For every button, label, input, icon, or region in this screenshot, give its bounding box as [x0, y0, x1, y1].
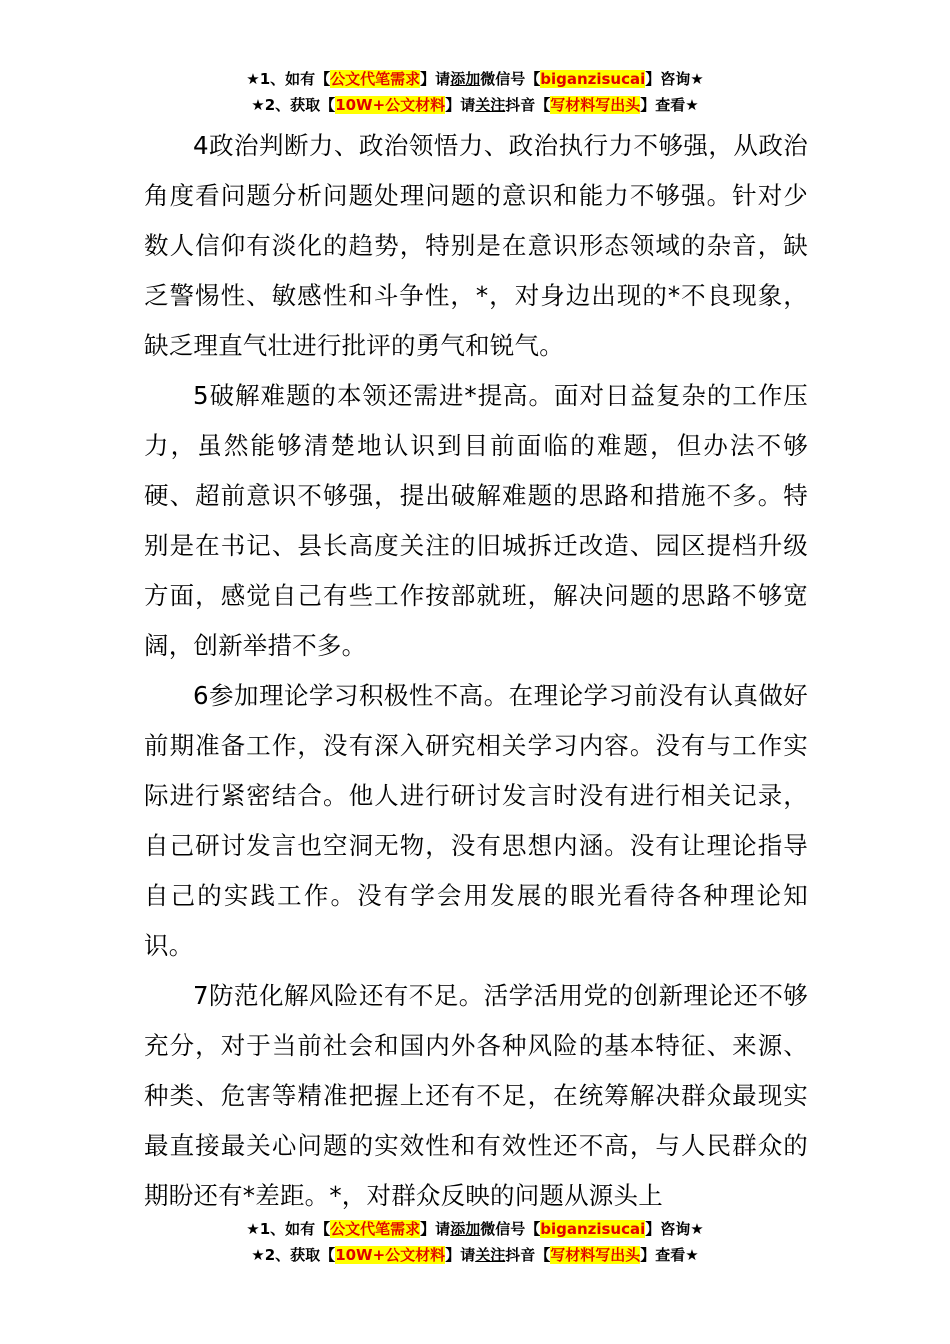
banner-text: 抖音【: [505, 1246, 551, 1264]
highlight-service: 公文代笔需求: [330, 70, 421, 88]
banner-text: 微信号【: [480, 70, 541, 88]
underlined-text: 添加: [450, 1220, 481, 1238]
banner-text: 微信号【: [480, 1220, 541, 1238]
document-body: [144, 121, 808, 1221]
banner-text: ★2、获取【: [251, 96, 336, 114]
footer-banner: [0, 1216, 950, 1268]
banner-line-1: [0, 1216, 950, 1242]
banner-text: ★2、获取【: [251, 1246, 336, 1264]
banner-text: 】咨询★: [645, 1220, 704, 1238]
underlined-text: 关注: [475, 96, 506, 114]
banner-text: ★1、如有【: [246, 70, 331, 88]
banner-line-1: [0, 66, 950, 92]
highlight-materials: 10W+公文材料: [335, 96, 446, 114]
paragraph-4: 4政治判断力、政治领悟力、政治执行力不够强，从政治角度看问题分析问题处理问题的意识和能力不够强。针对少数人信仰有淡化的趋势，特别是在意识形态领域的杂音，缺乏警惕性、敏感性和斗争性，*，对身边出现的*不良现象，缺乏理直气壮进行批评的勇气和锐气。: [144, 131, 808, 360]
banner-text: 抖音【: [505, 96, 551, 114]
banner-text: 】咨询★: [645, 70, 704, 88]
underlined-text: 添加: [450, 70, 481, 88]
paragraph-6: 6参加理论学习积极性不高。在理论学习前没有认真做好前期准备工作，没有深入研究相关学习内容。没有与工作实际进行紧密结合。他人进行研讨发言时没有进行相关记录，自己研讨发言也空洞无物，没有思想内涵。没有让理论指导自己的实践工作。没有学会用发展的眼光看待各种理论知识。: [144, 681, 808, 960]
banner-text: ★1、如有【: [246, 1220, 331, 1238]
highlight-wechat-id: biganzisucai: [540, 1220, 646, 1238]
header-banner: [0, 66, 950, 118]
banner-line-2: [0, 92, 950, 118]
banner-text: 】请: [420, 1220, 451, 1238]
highlight-materials: 10W+公文材料: [335, 1246, 446, 1264]
paragraph-5: 5破解难题的本领还需进*提高。面对日益复杂的工作压力，虽然能够清楚地认识到目前面临的难题，但办法不够硬、超前意识不够强，提出破解难题的思路和措施不多。特别是在书记、县长高度关注的旧城拆迁改造、园区提档升级方面，感觉自己有些工作按部就班，解决问题的思路不够宽阔，创新举措不多。: [144, 381, 808, 660]
highlight-douyin-account: 写材料写出头: [550, 1246, 641, 1264]
highlight-service: 公文代笔需求: [330, 1220, 421, 1238]
banner-line-2: [0, 1242, 950, 1268]
paragraph-7: 7防范化解风险还有不足。活学活用党的创新理论还不够充分，对于当前社会和国内外各种风险的基本特征、来源、种类、危害等精准把握上还有不足，在统筹解决群众最现实最直接最关心问题的实效性和有效性还不高，与人民群众的期盼还有*差距。*，对群众反映的问题从源头上: [144, 981, 808, 1210]
highlight-douyin-account: 写材料写出头: [550, 96, 641, 114]
banner-text: 】查看★: [640, 96, 699, 114]
banner-text: 】请: [445, 96, 476, 114]
banner-text: 】查看★: [640, 1246, 699, 1264]
underlined-text: 关注: [475, 1246, 506, 1264]
banner-text: 】请: [445, 1246, 476, 1264]
highlight-wechat-id: biganzisucai: [540, 70, 646, 88]
banner-text: 】请: [420, 70, 451, 88]
